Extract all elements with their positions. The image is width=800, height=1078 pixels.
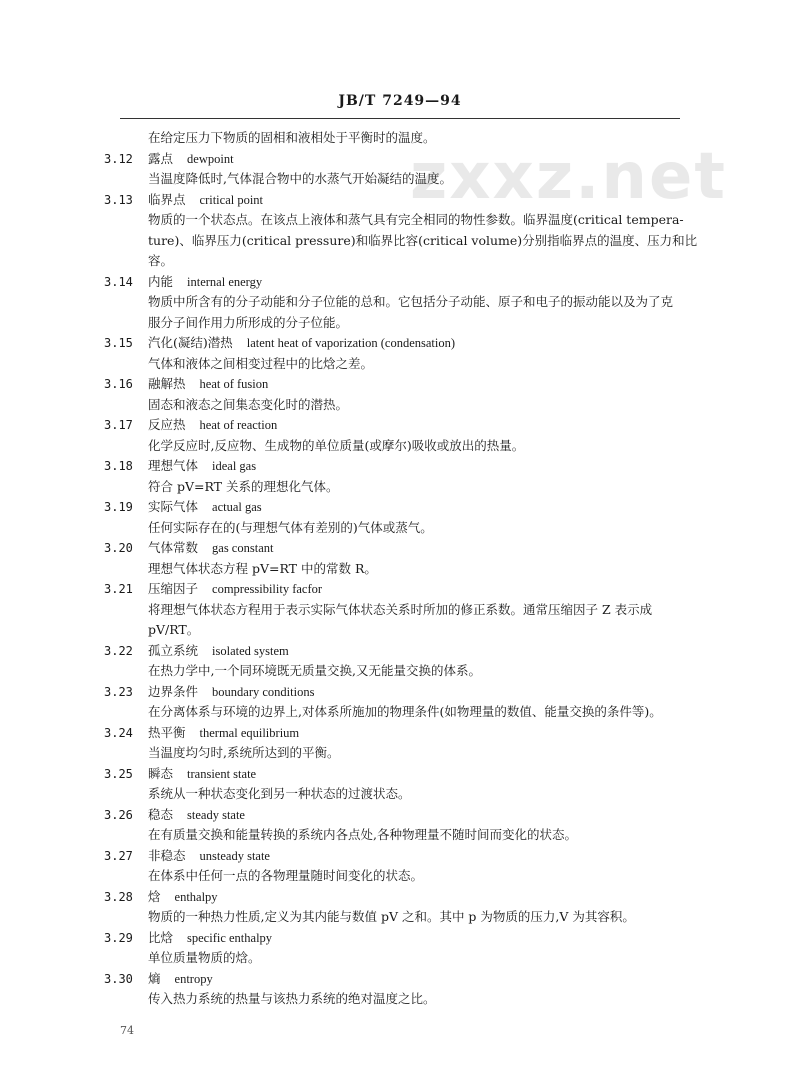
term-definition-line: 容。: [148, 253, 174, 268]
term-text: [148, 928, 272, 949]
term-number: 3.13: [104, 192, 133, 207]
term-heading: [0, 682, 800, 703]
term-text: [148, 415, 277, 436]
term-text: [148, 641, 289, 662]
term-definition-line: 将理想气体状态方程用于表示实际气体状态关系时所加的修正系数。通常压缩因子 Z 表示成: [148, 601, 653, 617]
term-chinese: 非稳态: [148, 847, 186, 863]
term-text: [148, 764, 256, 785]
term-number: 3.21: [104, 582, 133, 596]
term-text: [148, 579, 322, 600]
term-definition-line: 化学反应时,反应物、生成物的单位质量(或摩尔)吸收或放出的热量。: [148, 437, 525, 453]
term-english: entropy: [174, 971, 213, 986]
term-definition-line: 在分离体系与环境的边界上,对体系所施加的物理条件(如物理量的数值、能量交换的条件等)。: [148, 704, 662, 719]
term-heading: [0, 272, 800, 293]
term-list: [0, 128, 800, 1010]
term-definition-line: 系统从一种状态变化到另一种状态的过渡状态。: [148, 786, 411, 801]
term-chinese: 内能: [148, 273, 174, 289]
term-chinese: 热平衡: [148, 724, 186, 740]
term-text: [148, 456, 256, 477]
term-english: gas constant: [212, 541, 274, 555]
term-english: specific enthalpy: [187, 930, 273, 945]
term-definition-line: 符合 pV=RT 关系的理想化气体。: [148, 478, 339, 494]
term-number: 3.20: [104, 541, 133, 555]
term-english: heat of reaction: [199, 418, 278, 432]
term-heading: [0, 333, 800, 354]
term-number: 3.24: [104, 725, 133, 740]
term-english: internal energy: [187, 274, 263, 289]
term-text: [148, 538, 273, 559]
term-number: 3.30: [104, 971, 133, 986]
term-heading: [0, 723, 800, 744]
term-chinese: 边界条件: [148, 683, 199, 699]
term-text: [148, 887, 218, 908]
term-chinese: 瞬态: [148, 765, 174, 781]
term-chinese: 融解热: [148, 376, 186, 391]
term-english: isolated system: [212, 643, 289, 658]
watermark: zxxz.net: [410, 140, 727, 214]
term-number: 3.15: [104, 336, 133, 350]
term-chinese: 临界点: [148, 191, 186, 207]
term-text: [148, 272, 262, 293]
term-english: thermal equilibrium: [199, 725, 300, 740]
term-chinese: 孤立系统: [148, 642, 199, 658]
term-text: [148, 805, 245, 826]
header-rule: [120, 118, 680, 119]
term-definition-line: 传入热力系统的热量与该热力系统的绝对温度之比。: [148, 991, 436, 1006]
term-definition-line: 在热力学中,一个同环境既无质量交换,又无能量交换的体系。: [148, 663, 481, 678]
term-number: 3.22: [104, 643, 133, 658]
term-text: [148, 190, 263, 211]
term-english: unsteady state: [199, 848, 270, 863]
term-number: 3.26: [104, 807, 133, 822]
term-english: latent heat of vaporization (condensation): [246, 336, 456, 350]
term-number: 3.12: [104, 151, 133, 166]
term-definition-line: 单位质量物质的焓。: [148, 950, 261, 965]
term-english: steady state: [187, 807, 245, 822]
term-heading: [0, 969, 800, 990]
term-chinese: 焓: [148, 888, 161, 904]
term-text: [148, 682, 314, 703]
term-heading: [0, 149, 800, 170]
term-heading: [0, 456, 800, 477]
term-heading: [0, 374, 800, 395]
term-definition-line: 固态和液态之间集态变化时的潜热。: [148, 396, 349, 412]
term-chinese: 理想气体: [148, 458, 199, 473]
continuation-line: 在给定压力下物质的固相和液相处于平衡时的温度。: [148, 130, 436, 145]
term-chinese: 熵: [148, 970, 161, 986]
term-heading: [0, 415, 800, 436]
term-heading: [0, 538, 800, 559]
term-text: [148, 969, 213, 990]
term-number: 3.23: [104, 684, 133, 699]
term-number: 3.19: [104, 500, 133, 514]
term-definition-line: 当温度均匀时,系统所达到的平衡。: [148, 745, 340, 760]
term-text: [148, 497, 262, 518]
term-text: [148, 149, 234, 170]
term-chinese: 压缩因子: [148, 581, 199, 596]
term-definition-line: 在体系中任何一点的各物理量随时间变化的状态。: [148, 868, 424, 883]
term-chinese: 露点: [148, 150, 174, 166]
term-chinese: 比焓: [148, 929, 174, 945]
term-text: [148, 374, 268, 395]
term-definition-line: 任何实际存在的(与理想气体有差别的)气体或蒸气。: [148, 519, 433, 535]
term-number: 3.28: [104, 889, 133, 904]
term-definition-line: 服分子间作用力所形成的分子位能。: [148, 314, 349, 330]
term-heading: [0, 641, 800, 662]
term-chinese: 实际气体: [148, 499, 199, 514]
term-chinese: 气体常数: [148, 540, 199, 555]
term-definition-line: ture)、临界压力(critical pressure)和临界比容(critical volume)分别指临界点的温度、压力和比: [148, 232, 698, 248]
term-text: [148, 723, 299, 744]
term-number: 3.27: [104, 848, 133, 863]
term-english: transient state: [187, 766, 257, 781]
term-heading: [0, 764, 800, 785]
term-chinese: 汽化(凝结)潜热: [148, 335, 233, 350]
term-definition-line: 气体和液体之间相变过程中的比焓之差。: [148, 355, 374, 371]
term-english: heat of fusion: [199, 377, 269, 391]
term-english: critical point: [199, 192, 264, 207]
term-english: compressibility facfor: [212, 582, 323, 596]
term-number: 3.17: [104, 418, 133, 432]
page-number: 74: [120, 1024, 134, 1037]
term-definition-line: 物质的一个状态点。在该点上液体和蒸气具有完全相同的物性参数。临界温度(critical tempera-: [148, 212, 684, 227]
term-english: ideal gas: [212, 459, 257, 473]
term-number: 3.18: [104, 459, 133, 473]
term-definition-line: 当温度降低时,气体混合物中的水蒸气开始凝结的温度。: [148, 171, 452, 186]
term-definition-line: 物质的一种热力性质,定义为其内能与数值 pV 之和。其中 p 为物质的压力,V 为其容积。: [148, 909, 635, 924]
term-english: enthalpy: [174, 889, 218, 904]
term-number: 3.14: [104, 274, 133, 289]
term-heading: [0, 579, 800, 600]
term-number: 3.25: [104, 766, 133, 781]
term-english: actual gas: [212, 500, 262, 514]
term-definition-line: pV/RT。: [148, 622, 200, 637]
term-definition-line: 物质中所含有的分子动能和分子位能的总和。它包括分子动能、原子和电子的振动能以及为了克: [148, 294, 674, 309]
term-english: dewpoint: [187, 151, 234, 166]
term-heading: [0, 190, 800, 211]
term-text: [148, 846, 270, 867]
term-text: [148, 333, 455, 354]
term-number: 3.16: [104, 377, 133, 391]
term-definition-line: 理想气体状态方程 pV=RT 中的常数 R。: [148, 560, 377, 576]
term-heading: [0, 846, 800, 867]
term-heading: [0, 805, 800, 826]
term-chinese: 稳态: [148, 806, 174, 822]
term-definition-line: 在有质量交换和能量转换的系统内各点处,各种物理量不随时间而变化的状态。: [148, 827, 577, 842]
term-english: boundary conditions: [212, 684, 315, 699]
term-heading: [0, 887, 800, 908]
term-heading: [0, 928, 800, 949]
page-header: JB/T 7249—94: [338, 93, 462, 109]
term-number: 3.29: [104, 930, 133, 945]
term-chinese: 反应热: [148, 417, 186, 432]
term-heading: [0, 497, 800, 518]
